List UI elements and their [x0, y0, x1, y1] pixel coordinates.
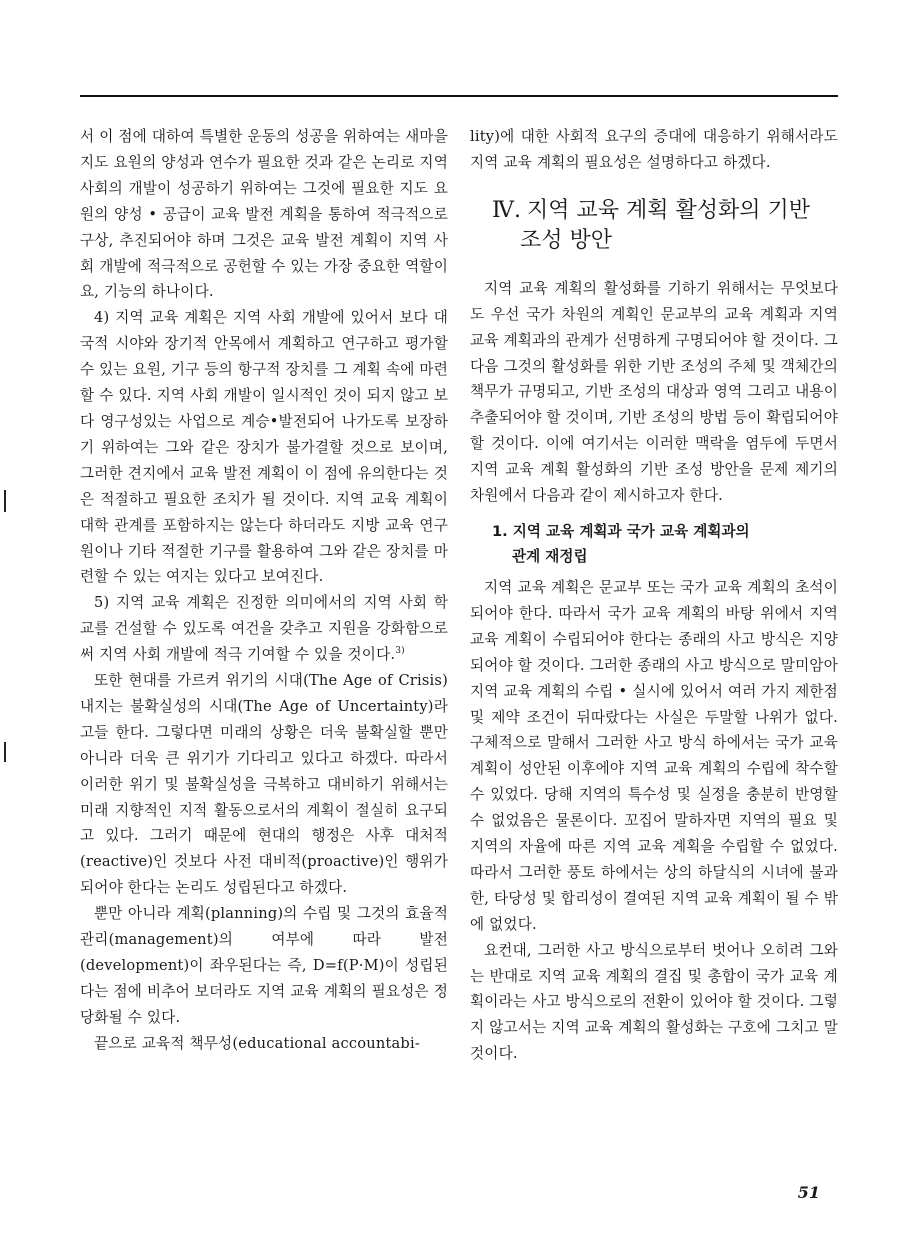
paragraph: 또한 현대를 가르켜 위기의 시대(The Age of Crisis) 내지는 불확실성의 시대(The Age of Uncertainty)라고들 한다. 그렇다면 미래의 상황은 더욱 불확실할 뿐만 아니라 더욱 큰 위기가 기다리고 있다고 하겠다. 따라서 이러한 위기 및 불확실성을 극복하고 대비하기 위해서는 미래 지향적인 지적 활동으로서의 계획이 절실히 요구되고 있다. 그러기 때문에 현대의 행정은 사후 대처적(reactive)인 것보다 사전 대비적(proactive)인 행위가 되어야 한다는 논리도 성립된다고 하겠다.: [80, 672, 448, 897]
subsection-title-line2: 관계 재정립: [512, 547, 588, 565]
paragraph: 요컨대, 그러한 사고 방식으로부터 벗어나 오히려 그와는 반대로 지역 교육 계획의 결집 및 총합이 국가 교육 계획이라는 사고 방식으로의 전환이 있어야 할 것이다. 그렇지 않고서는 지역 교육 계획의 활성화는 구호에 그치고 말 것이다.: [470, 941, 838, 1063]
paragraph: 지역 교육 계획의 활성화를 기하기 위해서는 무엇보다도 우선 국가 차원의 계획인 문교부의 교육 계획과 지역 교육 계획과의 관계가 선명하게 구명되어야 할 것이다. 그 다음 그것의 활성화를 위한 기반 조성의 주체 및 객체간의 책무가 규명되고, 기반 조성의 대상과 영역 그리고 내용이 추출되어야 할 것이며, 기반 조성의 방법 등이 확립되어야 할 것이다. 이에 여기서는 이러한 맥락을 염두에 두면서 지역 교육 계획 활성화의 기반 조성 방안을 문제 제기의 차원에서 다음과 같이 제시하고자 한다.: [470, 279, 838, 505]
page-number: 51: [797, 1183, 820, 1202]
paragraph: 뿐만 아니라 계획(planning)의 수립 및 그것의 효율적 관리(management)의 여부에 따라 발전(development)이 좌우된다는 즉, D=f(P·M)이 성립된다는 점에 비추어 보더라도 지역 교육 계획의 필요성은 정당화될 수 있다.: [80, 905, 448, 1026]
section-title-line1: 지역 교육 계획 활성화의 기반: [526, 197, 810, 223]
paragraph: 4) 지역 교육 계획은 지역 사회 개발에 있어서 보다 대국적 시야와 장기적 안목에서 계획하고 연구하고 평가할 수 있는 요원, 기구 등의 항구적 장치를 그 계획 속에 마련할 수 있다. 지역 사회 개발이 일시적인 것이 되지 않고 보다 영구성있는 사업으로 계승•발전되어 나가도록 보장하기 위하여는 그와 같은 장치가 불가결할 것으로 보이며, 그러한 견지에서 교육 발전 계획이 이 점에 유의한다는 것은 적절하고 필요한 조치가 될 것이다. 지역 교육 계획이 대학 관계를 포함하지는 않는다 하더라도 지방 교육 연구원이나 기타 적절한 기구를 활용하여 그와 같은 장치를 마련할 수 있는 여지는 있다고 보여진다.: [80, 309, 448, 586]
margin-mark: [4, 490, 6, 512]
paragraph: 지역 교육 계획은 문교부 또는 국가 교육 계획의 초석이 되어야 한다. 따라서 국가 교육 계획의 바탕 위에서 지역 교육 계획이 수립되어야 한다는 종래의 사고 방식은 지양되어야 할 것이다. 그러한 종래의 사고 방식으로 말미암아 지역 교육 계획의 수립 • 실시에 있어서 여러 가지 제한점 및 제약 조건이 뒤따랐다는 사실은 두말할 나위가 없다. 구체적으로 말해서 그러한 사고 방식 하에서는 국가 교육 계획이 성안된 이후에야 지역 교육 계획의 수립에 착수할 수 있었다. 당해 지역의 특수성 및 실정을 충분히 반영할 수 없었음은 물론이다. 꼬집어 말하자면 지역의 필요 및 지역의 자율에 따른 지역 교육 계획을 수립할 수 없었다. 따라서 그러한 풍토 하에서는 상의 하달식의 시녀에 불과한, 타당성 및 합리성이 결여된 지역 교육 계획이 될 수 밖에 없었다.: [470, 578, 838, 933]
paragraph-text: 5) 지역 교육 계획은 진정한 의미에서의 지역 사회 학교를 건설할 수 있도록 여건을 갖추고 지원을 강화함으로써 지역 사회 개발에 적극 기여할 수 있을 것이다.: [80, 594, 448, 664]
margin-mark: [4, 742, 6, 762]
right-column: [470, 124, 838, 1067]
header-rule: [80, 95, 838, 97]
footnote-ref: 3): [395, 646, 405, 657]
paragraph: 서 이 점에 대하여 특별한 운동의 성공을 위하여는 새마을 지도 요원의 양성과 연수가 필요한 것과 같은 논리로 지역 사회의 개발이 성공하기 위하여는 그것에 필요한 지도 요원의 양성 • 공급이 교육 발전 계획을 통하여 적극적으로 구상, 추진되어야 하며 그것은 교육 발전 계획이 지역 사회 개발에 적극적으로 공헌할 수 있는 가장 중요한 역할이요, 기능의 하나이다.: [80, 128, 448, 301]
section-heading: [492, 196, 838, 256]
paragraph: 끝으로 교육적 책무성(educational accountabi-: [94, 1034, 420, 1052]
section-number: Ⅳ.: [492, 197, 521, 223]
paragraph: lity)에 대한 사회적 요구의 증대에 대응하기 위해서라도 지역 교육 계획의 필요성은 설명하다고 하겠다.: [470, 128, 838, 171]
subsection-title-line1: 1. 지역 교육 계획과 국가 교육 계획과의: [492, 522, 750, 540]
subsection-heading: [492, 519, 838, 569]
section-title-line2: 조성 방안: [520, 227, 613, 253]
paragraph: [80, 590, 448, 668]
left-column: [80, 124, 448, 1057]
